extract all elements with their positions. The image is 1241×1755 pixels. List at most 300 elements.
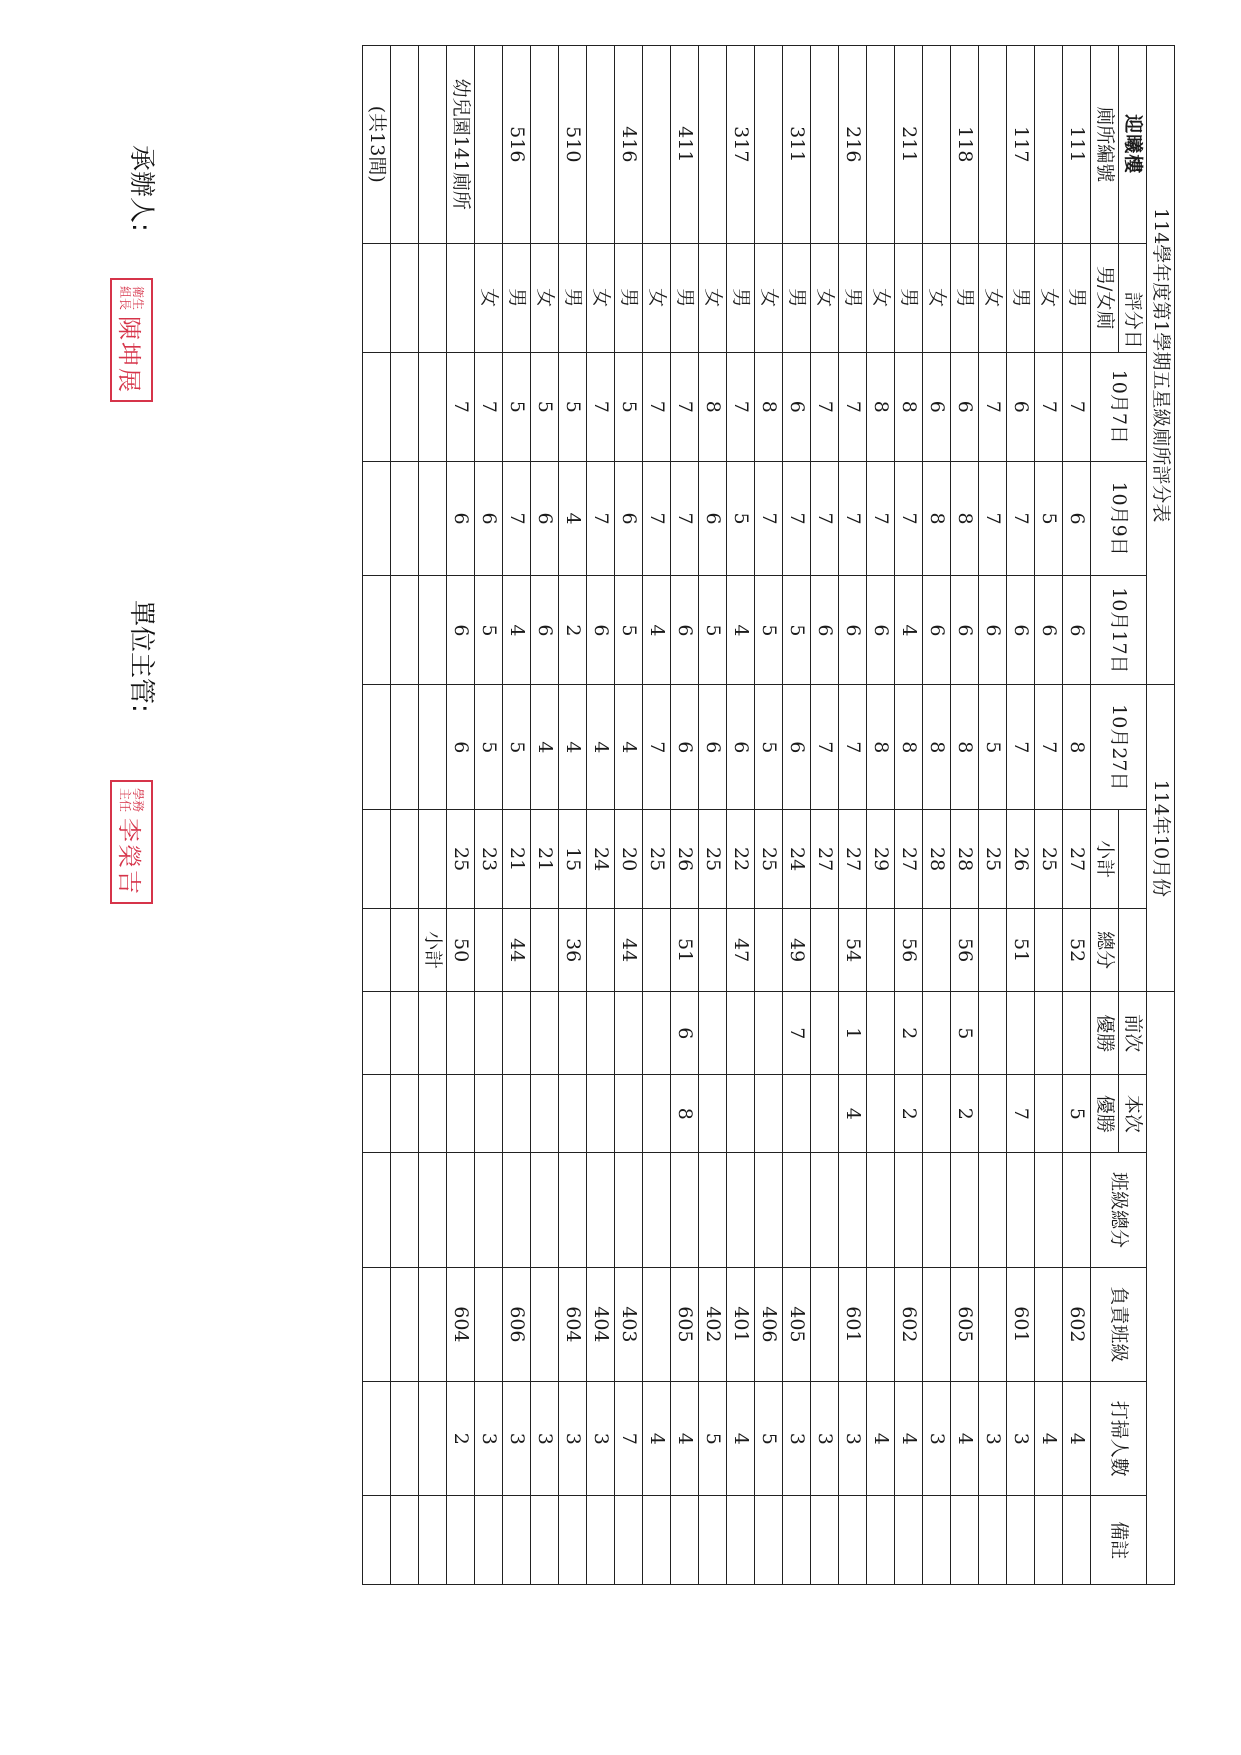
gender-header: 男/女廁 xyxy=(1091,243,1119,352)
cell-d2: 4 xyxy=(559,461,587,575)
cell-d1: 8 xyxy=(755,352,783,461)
cell-curr xyxy=(615,1075,643,1153)
cell-d3: 6 xyxy=(1035,576,1063,685)
table-row xyxy=(671,46,699,1585)
table-row xyxy=(643,46,671,1585)
cell-g: 男 xyxy=(951,243,979,352)
cell-no: 111 xyxy=(1063,46,1091,244)
cell-curr xyxy=(755,1075,783,1153)
cell-g: 男 xyxy=(895,243,923,352)
handler-stamp xyxy=(110,278,153,402)
cell-d1: 7 xyxy=(587,352,615,461)
resp-class-header: 負責班級 xyxy=(1091,1267,1147,1381)
cell-d1: 7 xyxy=(671,352,699,461)
cell-prev xyxy=(643,992,671,1075)
cell-total: 44 xyxy=(503,909,531,992)
cell-prev xyxy=(1035,992,1063,1075)
cell-curr xyxy=(811,1075,839,1153)
cell-d3: 6 xyxy=(979,576,1007,685)
score-sheet xyxy=(185,45,1175,1585)
cell-prev xyxy=(475,992,503,1075)
table-row xyxy=(559,46,587,1585)
footer-subtotal-label: 小計 xyxy=(419,909,447,992)
cell-d2: 7 xyxy=(895,461,923,575)
cell-sub: 22 xyxy=(727,810,755,909)
cell-total: 44 xyxy=(615,909,643,992)
cell-prev xyxy=(531,992,559,1075)
cell-d3: 5 xyxy=(783,576,811,685)
cell-d4: 5 xyxy=(979,685,1007,810)
table-row xyxy=(811,46,839,1585)
cell-d4: 7 xyxy=(643,685,671,810)
cell-g: 男 xyxy=(1063,243,1091,352)
table-row xyxy=(475,46,503,1585)
cell-no: 516 xyxy=(503,46,531,244)
cell-no xyxy=(979,46,1007,244)
cell-sub: 29 xyxy=(867,810,895,909)
cell-prev: 7 xyxy=(783,992,811,1075)
cell-d3: 6 xyxy=(839,576,867,685)
cell-d4: 7 xyxy=(811,685,839,810)
cell-cls: 606 xyxy=(503,1267,531,1381)
cell-g: 女 xyxy=(979,243,1007,352)
score-table xyxy=(362,45,1175,1585)
cell-d1: 6 xyxy=(783,352,811,461)
table-row xyxy=(531,46,559,1585)
cell-no xyxy=(811,46,839,244)
title-row xyxy=(1147,46,1175,1585)
date-col-1: 10月7日 xyxy=(1091,352,1147,461)
cell-cnt: 4 xyxy=(895,1382,923,1496)
cell-no: 416 xyxy=(615,46,643,244)
cell-sub: 21 xyxy=(531,810,559,909)
cell-prev: 6 xyxy=(671,992,699,1075)
cell-d3: 5 xyxy=(755,576,783,685)
cell-g: 女 xyxy=(1035,243,1063,352)
cell-total: 49 xyxy=(783,909,811,992)
cell-cnt: 4 xyxy=(643,1382,671,1496)
cell-d2: 6 xyxy=(447,461,475,575)
cell-cls xyxy=(979,1267,1007,1381)
cell-d4: 5 xyxy=(475,685,503,810)
cell-total xyxy=(587,909,615,992)
prev-label: 前次 xyxy=(1119,992,1147,1075)
table-row xyxy=(839,46,867,1585)
cell-d2: 6 xyxy=(531,461,559,575)
supervisor-signature-label: 單位主管: xyxy=(126,600,156,713)
cell-curr: 5 xyxy=(1063,1075,1091,1153)
table-row xyxy=(1063,46,1091,1585)
class-total-header: 班級總分 xyxy=(1091,1153,1147,1267)
cell-total xyxy=(867,909,895,992)
cell-curr xyxy=(979,1075,1007,1153)
cell-curr xyxy=(475,1075,503,1153)
cell-curr xyxy=(643,1075,671,1153)
cell-total: 56 xyxy=(895,909,923,992)
blank-row xyxy=(391,46,419,1585)
cell-cnt: 4 xyxy=(951,1382,979,1496)
cell-d2: 7 xyxy=(643,461,671,575)
cell-total xyxy=(643,909,671,992)
cell-sub: 25 xyxy=(755,810,783,909)
cell-prev xyxy=(727,992,755,1075)
cell-cnt: 7 xyxy=(615,1382,643,1496)
cell-d3: 4 xyxy=(727,576,755,685)
cell-cls: 404 xyxy=(587,1267,615,1381)
cell-no: 118 xyxy=(951,46,979,244)
cell-no: 311 xyxy=(783,46,811,244)
cell-sub: 28 xyxy=(951,810,979,909)
cell-g: 女 xyxy=(699,243,727,352)
cell-total: 50 xyxy=(447,909,475,992)
cell-d2: 7 xyxy=(587,461,615,575)
cell-d4: 8 xyxy=(895,685,923,810)
cell-sub: 21 xyxy=(503,810,531,909)
cell-d1: 6 xyxy=(923,352,951,461)
cell-d3: 4 xyxy=(643,576,671,685)
header-row-1 xyxy=(1119,46,1147,1585)
cell-d2: 6 xyxy=(1063,461,1091,575)
cell-no xyxy=(587,46,615,244)
table-row xyxy=(1007,46,1035,1585)
count-note-row xyxy=(363,46,391,1585)
cell-cls: 601 xyxy=(839,1267,867,1381)
table-row xyxy=(755,46,783,1585)
cell-d1: 7 xyxy=(727,352,755,461)
cell-no xyxy=(475,46,503,244)
score-day-label: 評分日 xyxy=(1119,243,1147,352)
cell-curr xyxy=(923,1075,951,1153)
cell-prev xyxy=(755,992,783,1075)
cell-d3: 4 xyxy=(895,576,923,685)
cell-total xyxy=(811,909,839,992)
cell-cnt: 3 xyxy=(475,1382,503,1496)
table-row xyxy=(615,46,643,1585)
cell-d2: 6 xyxy=(699,461,727,575)
cell-curr: 4 xyxy=(839,1075,867,1153)
cell-cls: 403 xyxy=(615,1267,643,1381)
cell-d3: 6 xyxy=(447,576,475,685)
count-note: (共13間) xyxy=(363,46,391,244)
table-row xyxy=(923,46,951,1585)
cell-curr: 7 xyxy=(1007,1075,1035,1153)
cell-d4: 4 xyxy=(615,685,643,810)
cell-total: 36 xyxy=(559,909,587,992)
cell-d1: 6 xyxy=(1007,352,1035,461)
cell-curr xyxy=(503,1075,531,1153)
cell-g: 男 xyxy=(727,243,755,352)
cell-d2: 7 xyxy=(979,461,1007,575)
cell-cnt: 4 xyxy=(671,1382,699,1496)
cell-total: 47 xyxy=(727,909,755,992)
cell-g: 男 xyxy=(671,243,699,352)
cell-sub: 27 xyxy=(839,810,867,909)
cell-prev xyxy=(979,992,1007,1075)
cell-prev: 5 xyxy=(951,992,979,1075)
cell-d2: 7 xyxy=(839,461,867,575)
cell-cnt: 4 xyxy=(727,1382,755,1496)
cell-sub: 26 xyxy=(671,810,699,909)
curr-label: 本次 xyxy=(1119,1075,1147,1153)
cell-curr xyxy=(587,1075,615,1153)
total-header: 總分 xyxy=(1091,909,1119,992)
cell-d1: 5 xyxy=(615,352,643,461)
cell-total: 52 xyxy=(1063,909,1091,992)
cell-sub: 23 xyxy=(475,810,503,909)
cell-no: 幼兒園141廁所 xyxy=(447,46,475,244)
cell-no xyxy=(867,46,895,244)
handler-stamp-name: 陳坤展 xyxy=(115,316,143,395)
cell-curr xyxy=(1035,1075,1063,1153)
cell-d3: 4 xyxy=(503,576,531,685)
table-row xyxy=(979,46,1007,1585)
cell-d3: 6 xyxy=(587,576,615,685)
data-rows xyxy=(447,46,1091,1585)
cell-sub: 24 xyxy=(587,810,615,909)
cell-cls: 602 xyxy=(1063,1267,1091,1381)
cell-d3: 6 xyxy=(867,576,895,685)
cell-g: 女 xyxy=(923,243,951,352)
cell-g: 女 xyxy=(755,243,783,352)
cell-prev xyxy=(867,992,895,1075)
cell-g: 男 xyxy=(615,243,643,352)
cell-g: 男 xyxy=(783,243,811,352)
cell-sub: 15 xyxy=(559,810,587,909)
cell-g: 女 xyxy=(643,243,671,352)
cell-d4: 7 xyxy=(839,685,867,810)
cell-d4: 7 xyxy=(1007,685,1035,810)
cell-g: 女 xyxy=(867,243,895,352)
cell-g: 女 xyxy=(531,243,559,352)
cell-sub: 26 xyxy=(1007,810,1035,909)
cell-d3: 5 xyxy=(699,576,727,685)
cell-cls: 401 xyxy=(727,1267,755,1381)
cell-d2: 5 xyxy=(1035,461,1063,575)
cell-cls: 605 xyxy=(951,1267,979,1381)
cell-d3: 6 xyxy=(1007,576,1035,685)
cell-prev xyxy=(615,992,643,1075)
cell-d2: 7 xyxy=(755,461,783,575)
cell-cnt: 4 xyxy=(867,1382,895,1496)
cell-d1: 7 xyxy=(1063,352,1091,461)
cell-total: 56 xyxy=(951,909,979,992)
cell-curr xyxy=(531,1075,559,1153)
cell-d4: 5 xyxy=(503,685,531,810)
cell-d4: 5 xyxy=(755,685,783,810)
cell-total xyxy=(475,909,503,992)
cell-d1: 6 xyxy=(951,352,979,461)
cell-d4: 8 xyxy=(951,685,979,810)
table-row xyxy=(867,46,895,1585)
cell-cls: 402 xyxy=(699,1267,727,1381)
cell-sub: 25 xyxy=(447,810,475,909)
cell-d1: 7 xyxy=(811,352,839,461)
cell-curr xyxy=(783,1075,811,1153)
cell-d4: 6 xyxy=(727,685,755,810)
cell-cnt: 3 xyxy=(587,1382,615,1496)
table-row xyxy=(727,46,755,1585)
cell-d1: 5 xyxy=(503,352,531,461)
cell-g: 男 xyxy=(1007,243,1035,352)
cell-d1: 7 xyxy=(1035,352,1063,461)
cell-d4: 4 xyxy=(587,685,615,810)
table-row xyxy=(503,46,531,1585)
cell-d4: 6 xyxy=(671,685,699,810)
supervisor-stamp-name: 李榮吉 xyxy=(115,818,143,897)
cell-prev xyxy=(1007,992,1035,1075)
cell-cnt: 3 xyxy=(979,1382,1007,1496)
cell-cls: 604 xyxy=(447,1267,475,1381)
cell-d2: 6 xyxy=(475,461,503,575)
cell-prev xyxy=(559,992,587,1075)
cell-no: 117 xyxy=(1007,46,1035,244)
table-row xyxy=(951,46,979,1585)
cleaners-header: 打掃人數 xyxy=(1091,1382,1147,1496)
cell-d2: 7 xyxy=(811,461,839,575)
date-col-3: 10月17日 xyxy=(1091,576,1147,685)
cell-d4: 4 xyxy=(531,685,559,810)
cell-cnt: 3 xyxy=(811,1382,839,1496)
table-row xyxy=(699,46,727,1585)
cell-g: 女 xyxy=(811,243,839,352)
cell-d1: 7 xyxy=(979,352,1007,461)
cell-prev xyxy=(811,992,839,1075)
cell-curr: 8 xyxy=(671,1075,699,1153)
cell-cls: 601 xyxy=(1007,1267,1035,1381)
cell-d3: 5 xyxy=(475,576,503,685)
cell-prev xyxy=(503,992,531,1075)
cell-cnt: 3 xyxy=(1007,1382,1035,1496)
cell-total xyxy=(979,909,1007,992)
cell-cls xyxy=(531,1267,559,1381)
remark-header: 備註 xyxy=(1091,1496,1147,1585)
date-col-2: 10月9日 xyxy=(1091,461,1147,575)
cell-cls xyxy=(867,1267,895,1381)
table-row xyxy=(895,46,923,1585)
cell-d1: 8 xyxy=(699,352,727,461)
supervisor-stamp-title-top: 學務 xyxy=(131,788,146,813)
table-row xyxy=(1035,46,1063,1585)
cell-cnt: 3 xyxy=(531,1382,559,1496)
cell-d4: 8 xyxy=(1063,685,1091,810)
cell-d4: 6 xyxy=(699,685,727,810)
cell-no: 510 xyxy=(559,46,587,244)
cell-d3: 6 xyxy=(951,576,979,685)
cell-cls xyxy=(923,1267,951,1381)
cell-prev xyxy=(923,992,951,1075)
cell-sub: 27 xyxy=(811,810,839,909)
cell-cls xyxy=(1035,1267,1063,1381)
prev-sub-header: 優勝 xyxy=(1091,992,1119,1075)
cell-g: 男 xyxy=(503,243,531,352)
cell-d2: 6 xyxy=(615,461,643,575)
cell-cls: 406 xyxy=(755,1267,783,1381)
cell-d1: 7 xyxy=(475,352,503,461)
cell-total xyxy=(923,909,951,992)
cell-d3: 2 xyxy=(559,576,587,685)
sheet-title: 114學年度第1學期五星級廁所評分表 xyxy=(1147,46,1175,685)
table-row xyxy=(587,46,615,1585)
cell-sub: 25 xyxy=(979,810,1007,909)
cell-d1: 7 xyxy=(643,352,671,461)
cell-cnt: 2 xyxy=(447,1382,475,1496)
cell-sub: 25 xyxy=(699,810,727,909)
cell-d2: 5 xyxy=(727,461,755,575)
cell-sub: 24 xyxy=(783,810,811,909)
cell-d3: 5 xyxy=(615,576,643,685)
cell-total: 54 xyxy=(839,909,867,992)
cell-no xyxy=(923,46,951,244)
handler-stamp-title-bottom: 組長 xyxy=(118,286,133,311)
cell-d4: 6 xyxy=(783,685,811,810)
cell-cnt: 3 xyxy=(923,1382,951,1496)
cell-prev xyxy=(1063,992,1091,1075)
cell-d4: 6 xyxy=(447,685,475,810)
cell-d2: 8 xyxy=(923,461,951,575)
cell-curr xyxy=(447,1075,475,1153)
supervisor-stamp xyxy=(110,780,153,904)
cell-no: 317 xyxy=(727,46,755,244)
cell-total xyxy=(755,909,783,992)
cell-no: 411 xyxy=(671,46,699,244)
cell-d4: 4 xyxy=(559,685,587,810)
cell-total xyxy=(1035,909,1063,992)
cell-prev xyxy=(587,992,615,1075)
cell-cls: 405 xyxy=(783,1267,811,1381)
cell-d2: 7 xyxy=(783,461,811,575)
curr-sub-header: 優勝 xyxy=(1091,1075,1119,1153)
cell-d1: 8 xyxy=(895,352,923,461)
supervisor-stamp-title-bottom: 主任 xyxy=(118,788,133,813)
cell-cnt: 3 xyxy=(559,1382,587,1496)
table-row xyxy=(447,46,475,1585)
building-name: 迎曦樓 xyxy=(1119,46,1147,244)
cell-prev: 2 xyxy=(895,992,923,1075)
cell-curr xyxy=(727,1075,755,1153)
cell-d3: 6 xyxy=(671,576,699,685)
cell-g: 女 xyxy=(587,243,615,352)
cell-cnt: 5 xyxy=(699,1382,727,1496)
cell-cnt: 3 xyxy=(783,1382,811,1496)
cell-d1: 8 xyxy=(867,352,895,461)
cell-cnt: 3 xyxy=(839,1382,867,1496)
cell-curr xyxy=(559,1075,587,1153)
subtotal-header: 小計 xyxy=(1091,810,1119,909)
cell-no xyxy=(755,46,783,244)
table-row xyxy=(783,46,811,1585)
cell-sub: 28 xyxy=(923,810,951,909)
cell-cls xyxy=(643,1267,671,1381)
cell-d1: 5 xyxy=(531,352,559,461)
cell-d2: 7 xyxy=(671,461,699,575)
cell-no: 216 xyxy=(839,46,867,244)
handler-stamp-title-top: 衛生 xyxy=(131,286,146,311)
cell-cls xyxy=(475,1267,503,1381)
cell-no xyxy=(699,46,727,244)
cell-prev xyxy=(447,992,475,1075)
sheet-month: 114年10月份 xyxy=(1147,685,1175,992)
cell-cls: 605 xyxy=(671,1267,699,1381)
cell-d3: 6 xyxy=(811,576,839,685)
cell-d1: 5 xyxy=(559,352,587,461)
cell-g: 男 xyxy=(559,243,587,352)
cell-sub: 25 xyxy=(1035,810,1063,909)
cell-g: 女 xyxy=(475,243,503,352)
cell-d2: 7 xyxy=(867,461,895,575)
cell-total: 51 xyxy=(1007,909,1035,992)
cell-cnt: 4 xyxy=(1035,1382,1063,1496)
cell-total xyxy=(531,909,559,992)
